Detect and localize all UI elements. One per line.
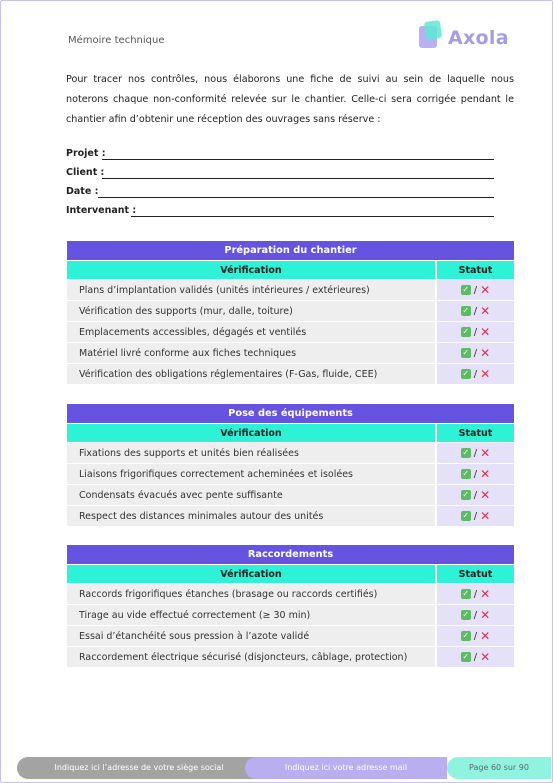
table-row — [67, 626, 514, 647]
check-icon[interactable]: ✓ — [462, 369, 470, 378]
status-cell — [436, 605, 514, 626]
check-icon[interactable]: ✓ — [462, 348, 470, 357]
intro-paragraph: Pour tracer nos contrôles, nous élaborons une fiche de suivi au sein de laquelle nous noterons chaque non-conformité relevée sur le chantier. Celle-ci sera corrigée pendant le chantier afin d’obtenir une réception des ouvrages sans réserve : — [66, 74, 514, 125]
verification-item: Matériel livré conforme aux fiches techniques — [67, 343, 436, 364]
section-title: Raccordements — [67, 545, 514, 565]
status-separator: / — [473, 447, 478, 459]
status-cell — [436, 647, 514, 668]
check-icon[interactable]: ✓ — [462, 448, 470, 457]
axola-logo — [417, 21, 517, 55]
checklist-table-pose — [67, 404, 514, 526]
cross-icon[interactable]: ✕ — [480, 509, 491, 523]
table-row — [67, 485, 514, 506]
verification-item: Emplacements accessibles, dégagés et ventilés — [67, 322, 436, 343]
cross-icon[interactable]: ✕ — [480, 587, 491, 601]
status-separator: / — [473, 284, 478, 296]
verification-item: Vérification des supports (mur, dalle, toiture) — [67, 301, 436, 322]
section-title: Préparation du chantier — [67, 241, 514, 261]
cross-icon[interactable]: ✕ — [480, 346, 491, 360]
check-icon[interactable]: ✓ — [462, 306, 470, 315]
intervenant-field[interactable] — [66, 205, 496, 219]
intervenant-line — [131, 216, 494, 217]
table-row — [67, 647, 514, 668]
cross-icon[interactable]: ✕ — [480, 629, 491, 643]
status-cell — [436, 485, 514, 506]
date-field[interactable] — [66, 186, 496, 200]
status-cell — [436, 322, 514, 343]
table-row — [67, 343, 514, 364]
projet-field[interactable] — [66, 148, 496, 162]
verification-item: Condensats évacués avec pente suffisante — [67, 485, 436, 506]
footer-email: Indiquez ici votre adresse mail — [245, 757, 447, 779]
column-header-verification: Vérification — [67, 424, 436, 443]
table-row — [67, 364, 514, 385]
status-separator: / — [473, 347, 478, 359]
status-separator: / — [473, 588, 478, 600]
client-line — [102, 178, 494, 179]
status-separator: / — [473, 489, 478, 501]
check-icon[interactable]: ✓ — [462, 652, 470, 661]
status-cell — [436, 464, 514, 485]
logo-text: Axola — [448, 27, 509, 49]
date-line — [98, 197, 494, 198]
status-cell — [436, 626, 514, 647]
status-cell — [436, 301, 514, 322]
check-icon[interactable]: ✓ — [462, 511, 470, 520]
cross-icon[interactable]: ✕ — [480, 467, 491, 481]
column-header-statut: Statut — [436, 565, 514, 584]
verification-item: Liaisons frigorifiques correctement acheminées et isolées — [67, 464, 436, 485]
status-separator: / — [473, 510, 478, 522]
client-label: Client : — [66, 167, 105, 178]
table-row — [67, 443, 514, 464]
status-separator: / — [473, 368, 478, 380]
client-field[interactable] — [66, 167, 496, 181]
status-separator: / — [473, 468, 478, 480]
cross-icon[interactable]: ✕ — [480, 446, 491, 460]
footer-page-number: Page 60 sur 90 — [447, 757, 551, 779]
cross-icon[interactable]: ✕ — [480, 608, 491, 622]
status-separator: / — [473, 305, 478, 317]
checklist-table-preparation — [67, 241, 514, 384]
intervenant-label: Intervenant : — [66, 205, 137, 216]
verification-item: Respect des distances minimales autour des unités — [67, 506, 436, 527]
column-header-statut: Statut — [436, 261, 514, 280]
projet-label: Projet : — [66, 148, 106, 159]
cross-icon[interactable]: ✕ — [480, 304, 491, 318]
table-row — [67, 605, 514, 626]
section-title: Pose des équipements — [67, 404, 514, 424]
cross-icon[interactable]: ✕ — [480, 325, 491, 339]
status-cell — [436, 506, 514, 527]
status-separator: / — [473, 609, 478, 621]
status-separator: / — [473, 651, 478, 663]
check-icon[interactable]: ✓ — [462, 610, 470, 619]
table-row — [67, 506, 514, 527]
check-icon[interactable]: ✓ — [462, 631, 470, 640]
date-label: Date : — [66, 186, 99, 197]
status-cell — [436, 584, 514, 605]
check-icon[interactable]: ✓ — [462, 589, 470, 598]
status-cell — [436, 343, 514, 364]
status-separator: / — [473, 630, 478, 642]
column-header-verification: Vérification — [67, 261, 436, 280]
table-row — [67, 322, 514, 343]
table-row — [67, 584, 514, 605]
status-cell — [436, 280, 514, 301]
cross-icon[interactable]: ✕ — [480, 650, 491, 664]
status-separator: / — [473, 326, 478, 338]
table-row — [67, 464, 514, 485]
verification-item: Essai d’étanchéité sous pression à l’azote validé — [67, 626, 436, 647]
projet-line — [102, 159, 494, 160]
verification-item: Plans d’implantation validés (unités intérieures / extérieures) — [67, 280, 436, 301]
verification-item: Fixations des supports et unités bien réalisées — [67, 443, 436, 464]
table-row — [67, 280, 514, 301]
document-title: Mémoire technique — [68, 35, 165, 46]
verification-item: Tirage au vide effectué correctement (≥ 30 min) — [67, 605, 436, 626]
check-icon[interactable]: ✓ — [462, 285, 470, 294]
status-cell — [436, 443, 514, 464]
check-icon[interactable]: ✓ — [462, 469, 470, 478]
verification-item: Raccordement électrique sécurisé (disjoncteurs, câblage, protection) — [67, 647, 436, 668]
verification-item: Vérification des obligations réglementaires (F-Gas, fluide, CEE) — [67, 364, 436, 385]
cross-icon[interactable]: ✕ — [480, 367, 491, 381]
check-icon[interactable]: ✓ — [462, 327, 470, 336]
check-icon[interactable]: ✓ — [462, 490, 470, 499]
table-row — [67, 301, 514, 322]
logo-mark-front — [424, 20, 442, 40]
checklist-table-raccordements — [67, 545, 514, 667]
cross-icon[interactable]: ✕ — [480, 488, 491, 502]
status-cell — [436, 364, 514, 385]
column-header-statut: Statut — [436, 424, 514, 443]
verification-item: Raccords frigorifiques étanches (brasage ou raccords certifiés) — [67, 584, 436, 605]
footer-address: Indiquez ici l’adresse de votre siège social — [17, 757, 261, 779]
cross-icon[interactable]: ✕ — [480, 283, 491, 297]
column-header-verification: Vérification — [67, 565, 436, 584]
